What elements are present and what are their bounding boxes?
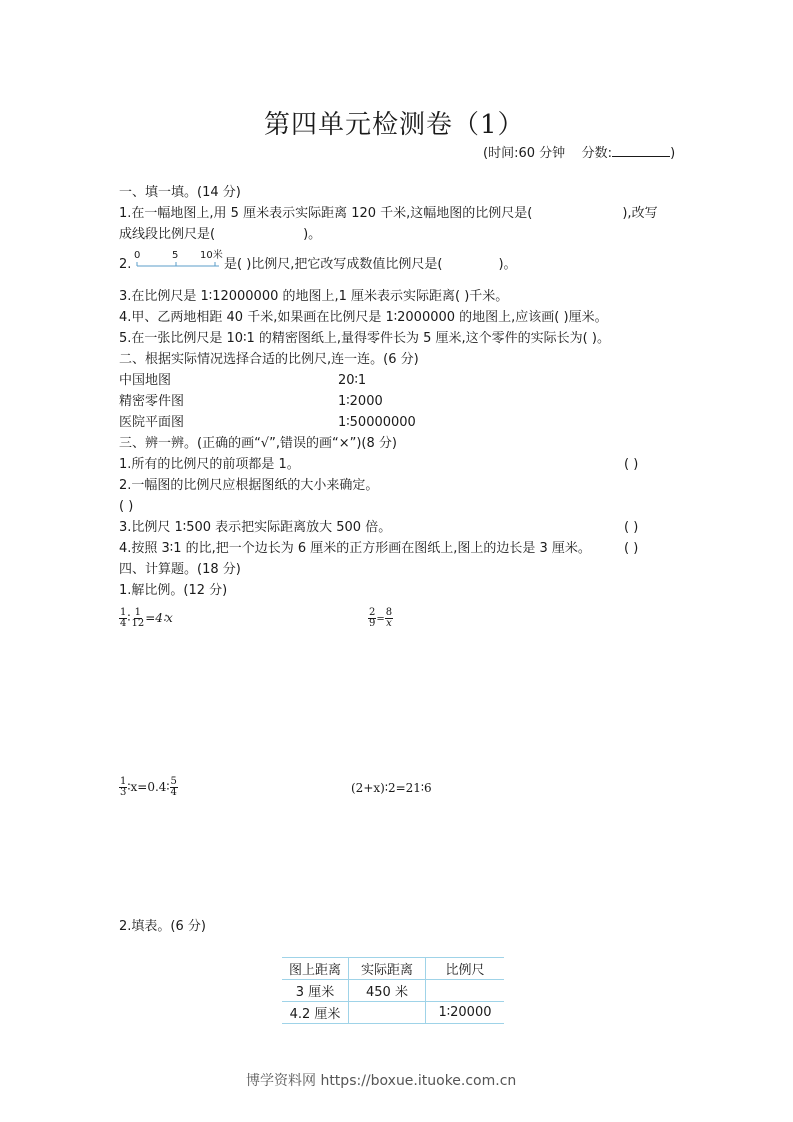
score-blank[interactable]: [612, 144, 670, 157]
time-label: (时间:60 分钟: [483, 146, 566, 161]
eq2-frac-1: $\frac{2}{9}$: [369, 607, 376, 629]
equation-4: (2+x)∶2=21∶6: [351, 781, 432, 795]
s3-q2-answer[interactable]: ( ): [119, 499, 134, 514]
match-right-3[interactable]: 1∶50000000: [338, 415, 416, 430]
table-cell-blank[interactable]: [349, 1002, 426, 1024]
s1-q2-text: 是( )比例尺,把它改写成数值比例尺是(: [224, 257, 443, 272]
match-left-1[interactable]: 中国地图: [119, 373, 172, 388]
eq1-colon: ∶: [127, 611, 131, 625]
equation-2: [368, 608, 393, 629]
s3-q4: 4.按照 3∶1 的比,把一个边长为 6 厘米的正方形画在图纸上,图上的边长是 3 厘米。: [119, 541, 591, 556]
match-right-1[interactable]: 20∶1: [338, 373, 367, 388]
section-3-heading: 三、辨一辨。(正确的画“√”,错误的画“×”)(8 分): [119, 436, 397, 451]
table-header: 比例尺: [426, 958, 505, 980]
scale-label-0: 0: [134, 250, 141, 261]
exam-meta: [483, 144, 675, 162]
s4-sub1-heading: 1.解比例。(12 分): [119, 583, 228, 598]
fill-table: [282, 957, 504, 1024]
s4-sub2-heading: 2.填表。(6 分): [119, 919, 206, 934]
s3-q3: 3.比例尺 1∶500 表示把实际距离放大 500 倍。: [119, 520, 392, 535]
match-right-2[interactable]: 1∶2000: [338, 394, 383, 409]
eq1-frac-1: $\frac{1}{4}$: [120, 607, 127, 629]
s1-q1-line2: [119, 227, 321, 243]
table-cell: 4.2 厘米: [282, 1002, 349, 1024]
eq2-frac-2: $\frac{8}{x}$: [385, 607, 393, 629]
equation-1: [119, 608, 173, 629]
match-left-2[interactable]: 精密零件图: [119, 394, 185, 409]
eq3-mid: ∶x=0.4∶: [127, 780, 170, 794]
equation-3: [119, 777, 178, 798]
s1-q1-text-c: 成线段比例尺是(: [119, 227, 216, 242]
scale-label-10: 10米: [200, 250, 223, 261]
scale-label-5: 5: [172, 250, 179, 261]
s1-q2-number: 2.: [119, 257, 132, 272]
match-left-3[interactable]: 医院平面图: [119, 415, 185, 430]
eq1-frac-2: $\frac{1}{12}$: [131, 607, 145, 629]
s1-q1-text-d: )。: [303, 227, 322, 242]
s3-q3-answer[interactable]: ( ): [624, 520, 639, 535]
meta-close: ): [670, 146, 676, 161]
table-row: [282, 1002, 504, 1024]
s1-q1-line1: [119, 206, 658, 222]
s1-q2-end: )。: [498, 257, 517, 272]
s1-q4: 4.甲、乙两地相距 40 千米,如果画在比例尺是 1∶2000000 的地图上,应该画( )厘米。: [119, 310, 608, 325]
table-cell: 3 厘米: [282, 980, 349, 1002]
s3-q2: 2.一幅图的比例尺应根据图纸的大小来确定。: [119, 478, 379, 493]
s1-q2-line: [224, 257, 517, 273]
s1-q5: 5.在一张比例尺是 10∶1 的精密图纸上,量得零件长为 5 厘米,这个零件的实际长为( )。: [119, 331, 610, 346]
score-label: 分数:: [581, 146, 613, 161]
footer-watermark: 博学资料网 https://boxue.ituoke.com.cn: [246, 1073, 517, 1089]
table-header-row: [282, 958, 504, 980]
s3-q1-answer[interactable]: ( ): [624, 457, 639, 472]
eq3-frac-1: $\frac{1}{3}$: [120, 776, 127, 798]
table-header: 实际距离: [349, 958, 426, 980]
section-4-heading: 四、计算题。(18 分): [119, 562, 241, 577]
eq3-frac-2: $\frac{5}{4}$: [170, 776, 177, 798]
eq2-equals: =: [376, 614, 385, 625]
table-cell: 450 米: [349, 980, 426, 1002]
s1-q1-text-a: 1.在一幅地图上,用 5 厘米表示实际距离 120 千米,这幅地图的比例尺是(: [119, 206, 533, 221]
table-cell: 1∶20000: [426, 1002, 505, 1024]
s1-q3: 3.在比例尺是 1∶12000000 的地图上,1 厘米表示实际距离( )千米。: [119, 289, 509, 304]
s3-q4-answer[interactable]: ( ): [624, 541, 639, 556]
eq1-rest: =4∶x: [145, 611, 173, 625]
s1-q1-text-b: ),改写: [622, 206, 658, 221]
section-2-heading: 二、根据实际情况选择合适的比例尺,连一连。(6 分): [119, 352, 419, 367]
s3-q1: 1.所有的比例尺的前项都是 1。: [119, 457, 300, 472]
page-title: 第四单元检测卷（1）: [264, 110, 525, 140]
table-cell-blank[interactable]: [426, 980, 505, 1002]
section-1-heading: 一、填一填。(14 分): [119, 185, 241, 200]
table-header: 图上距离: [282, 958, 349, 980]
table-row: [282, 980, 504, 1002]
